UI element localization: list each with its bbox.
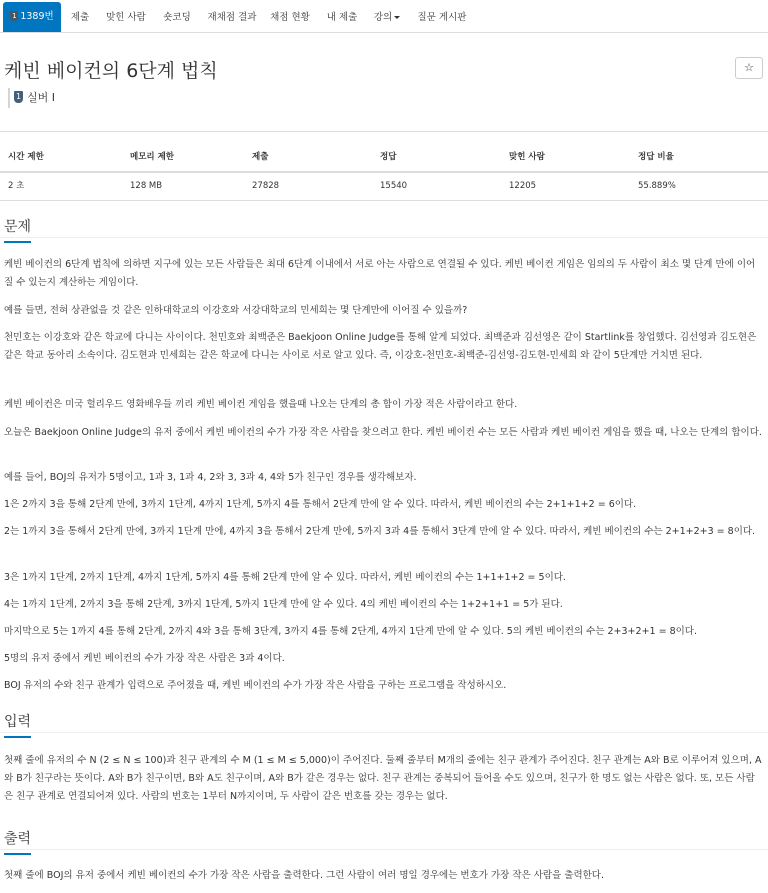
page-title: 케빈 베이컨의 6단계 법칙	[4, 60, 218, 82]
tab-question-board[interactable]: 질문 게시판	[417, 12, 467, 23]
favorite-star-button[interactable]	[735, 57, 763, 79]
header-memory-limit: 메모리 제한	[130, 152, 175, 162]
section-divider	[0, 849, 768, 850]
tab-problem-number[interactable]	[3, 2, 61, 32]
tab-my-submissions[interactable]: 내 제출	[326, 12, 358, 23]
section-divider	[0, 237, 768, 238]
section-title-problem: 문제	[4, 216, 31, 243]
info-table-row	[0, 173, 768, 201]
problem-paragraph: 케빈 베이컨의 6단계 법칙에 의하면 지구에 있는 모든 사람들은 최대 6단계 이내에서 서로 아는 사람으로 연결될 수 있다. 케빈 베이컨 게임은 임의의 두 사람이 최소 몇 단계 만에 이어질 수 있는지 계산하는 게임이다.	[4, 259, 756, 288]
problem-paragraph: 4는 1까지 1단계, 2까지 3을 통해 2단계, 3까지 1단계, 5까지 1단계 만에 알 수 있다. 4의 케빈 베이컨의 수는 1+2+1+1 = 5가 된다.	[4, 599, 563, 610]
tab-problem-number-label: 1389번	[20, 11, 54, 22]
problem-paragraph: 1은 2까지 3을 통해 2단계 만에, 3까지 1단계, 4까지 1단계, 5까지 4를 통해서 2단계 만에 알 수 있다. 따라서, 케빈 베이컨의 수는 2+1+1+2 = 6이다.	[4, 499, 637, 510]
problem-paragraph: BOJ 유저의 수와 친구 관계가 입력으로 주어졌을 때, 케빈 베이컨의 수가 가장 작은 사람을 구하는 프로그램을 작성하시오.	[4, 680, 507, 691]
tab-rejudge-results[interactable]: 재채점 결과	[207, 12, 257, 23]
header-accepted: 정답	[380, 152, 397, 162]
problem-paragraph: 천민호는 이강호와 같은 학교에 다니는 사이이다. 천민호와 최백준은 Baekjoon Online Judge를 통해 알게 되었다. 최백준과 김선영은 같이 Startlink를 창업했다. 김선영과 김도현은 같은 학교 동아리 소속이다. 김도현과 민세희는 같은 학교에 다니는 사이로 서로 알고 있다. 즉, 이강호-천민호-최백준-김선영-김도현-민세희 와 같이 5단계만 거치면 된다.	[4, 332, 757, 361]
header-accepted-users: 맞힌 사람	[509, 152, 545, 162]
problem-paragraph: 예를 들면, 전혀 상관없을 것 같은 인하대학교의 이강호와 서강대학교의 민세희는 몇 단계만에 이어질 수 있을까?	[4, 305, 468, 316]
problem-paragraph: 예를 들어, BOJ의 유저가 5명이고, 1과 3, 1과 4, 2와 3, 3과 4, 4와 5가 친구인 경우를 생각해보자.	[4, 472, 417, 483]
tab-accepted-users[interactable]: 맞힌 사람	[106, 12, 146, 23]
problem-info-table	[0, 131, 768, 189]
star-icon: ☆	[744, 61, 754, 74]
section-divider	[0, 732, 768, 733]
problem-paragraph: 3은 1까지 1단계, 2까지 1단계, 4까지 1단계, 5까지 4를 통해 2단계 만에 알 수 있다. 따라서, 케빈 베이컨의 수는 1+1+1+2 = 5이다.	[4, 572, 566, 583]
problem-tier	[8, 88, 55, 108]
value-submissions: 27828	[252, 181, 280, 191]
problem-paragraph: 오늘은 Baekjoon Online Judge의 유저 중에서 케빈 베이컨의 수가 가장 작은 사람을 찾으려고 한다. 케빈 베이컨 수는 모든 사람과 케빈 베이컨 게임을 했을 때, 나오는 단계의 합이다.	[4, 427, 762, 438]
tab-lectures[interactable]	[370, 4, 404, 32]
value-time-limit: 2 초	[8, 181, 25, 191]
tab-judge-status[interactable]: 채점 현황	[270, 12, 310, 23]
problem-paragraph: 케빈 베이컨은 미국 헐리우드 영화배우들 끼리 케빈 베이컨 게임을 했을때 나오는 단계의 총 합이 가장 적은 사람이라고 한다.	[4, 399, 518, 410]
problem-tab-bar	[0, 0, 768, 33]
chevron-down-icon	[394, 16, 400, 19]
input-description: 첫째 줄에 유저의 수 N (2 ≤ N ≤ 100)과 친구 관계의 수 M (1 ≤ M ≤ 5,000)이 주어진다. 둘째 줄부터 M개의 줄에는 친구 관계가 주어진다. 친구 관계는 A와 B로 이루어져 있으며, A와 B가 친구라는 뜻이다. A와 B가 친구이면, B와 A도 친구이며, A와 B가 같은 경우는 없다. 친구 관계는 중복되어 들어올 수도 있으며, 친구가 한 명도 없는 사람은 없다. 또, 모든 사람은 친구 관계로 연결되어져 있다. 사람의 번호는 1부터 N까지이며, 두 사람이 같은 번호를 갖는 경우는 없다.	[4, 755, 762, 802]
value-accepted: 15540	[380, 181, 408, 191]
info-table-header	[0, 144, 768, 173]
tab-short-coding[interactable]: 숏코딩	[163, 12, 191, 23]
tier-badge-icon: 1	[15, 92, 22, 101]
problem-paragraph: 5명의 유저 중에서 케빈 베이컨의 수가 가장 작은 사람은 3과 4이다.	[4, 653, 285, 664]
tier-icon: 1	[12, 11, 17, 20]
section-title-input: 입력	[4, 711, 31, 738]
header-time-limit: 시간 제한	[8, 152, 44, 162]
output-description: 첫째 줄에 BOJ의 유저 중에서 케빈 베이컨의 수가 가장 작은 사람을 출력한다. 그런 사람이 여러 명일 경우에는 번호가 가장 작은 사람을 출력한다.	[4, 870, 604, 881]
tab-lectures-label: 강의	[373, 12, 393, 23]
value-accept-ratio: 55.889%	[638, 181, 676, 191]
tier-label: 실버 I	[27, 91, 55, 104]
tab-submit[interactable]: 제출	[70, 12, 90, 23]
section-title-output: 출력	[4, 828, 31, 855]
value-accepted-users: 12205	[509, 181, 537, 191]
value-memory-limit: 128 MB	[130, 181, 163, 191]
header-submissions: 제출	[252, 152, 269, 162]
problem-paragraph: 2는 1까지 3을 통해서 2단계 만에, 3까지 1단계 만에, 4까지 3을 통해서 2단계 만에, 5까지 3과 4를 통해서 3단계 만에 알 수 있다. 따라서, 케빈 베이컨의 수는 2+1+2+3 = 8이다.	[4, 526, 756, 537]
header-accept-ratio: 정답 비율	[638, 152, 674, 162]
problem-paragraph: 마지막으로 5는 1까지 4를 통해 2단계, 2까지 4와 3을 통해 3단계, 3까지 4를 통해 2단계, 4까지 1단계 만에 알 수 있다. 5의 케빈 베이컨의 수는 2+3+2+1 = 8이다.	[4, 626, 697, 637]
